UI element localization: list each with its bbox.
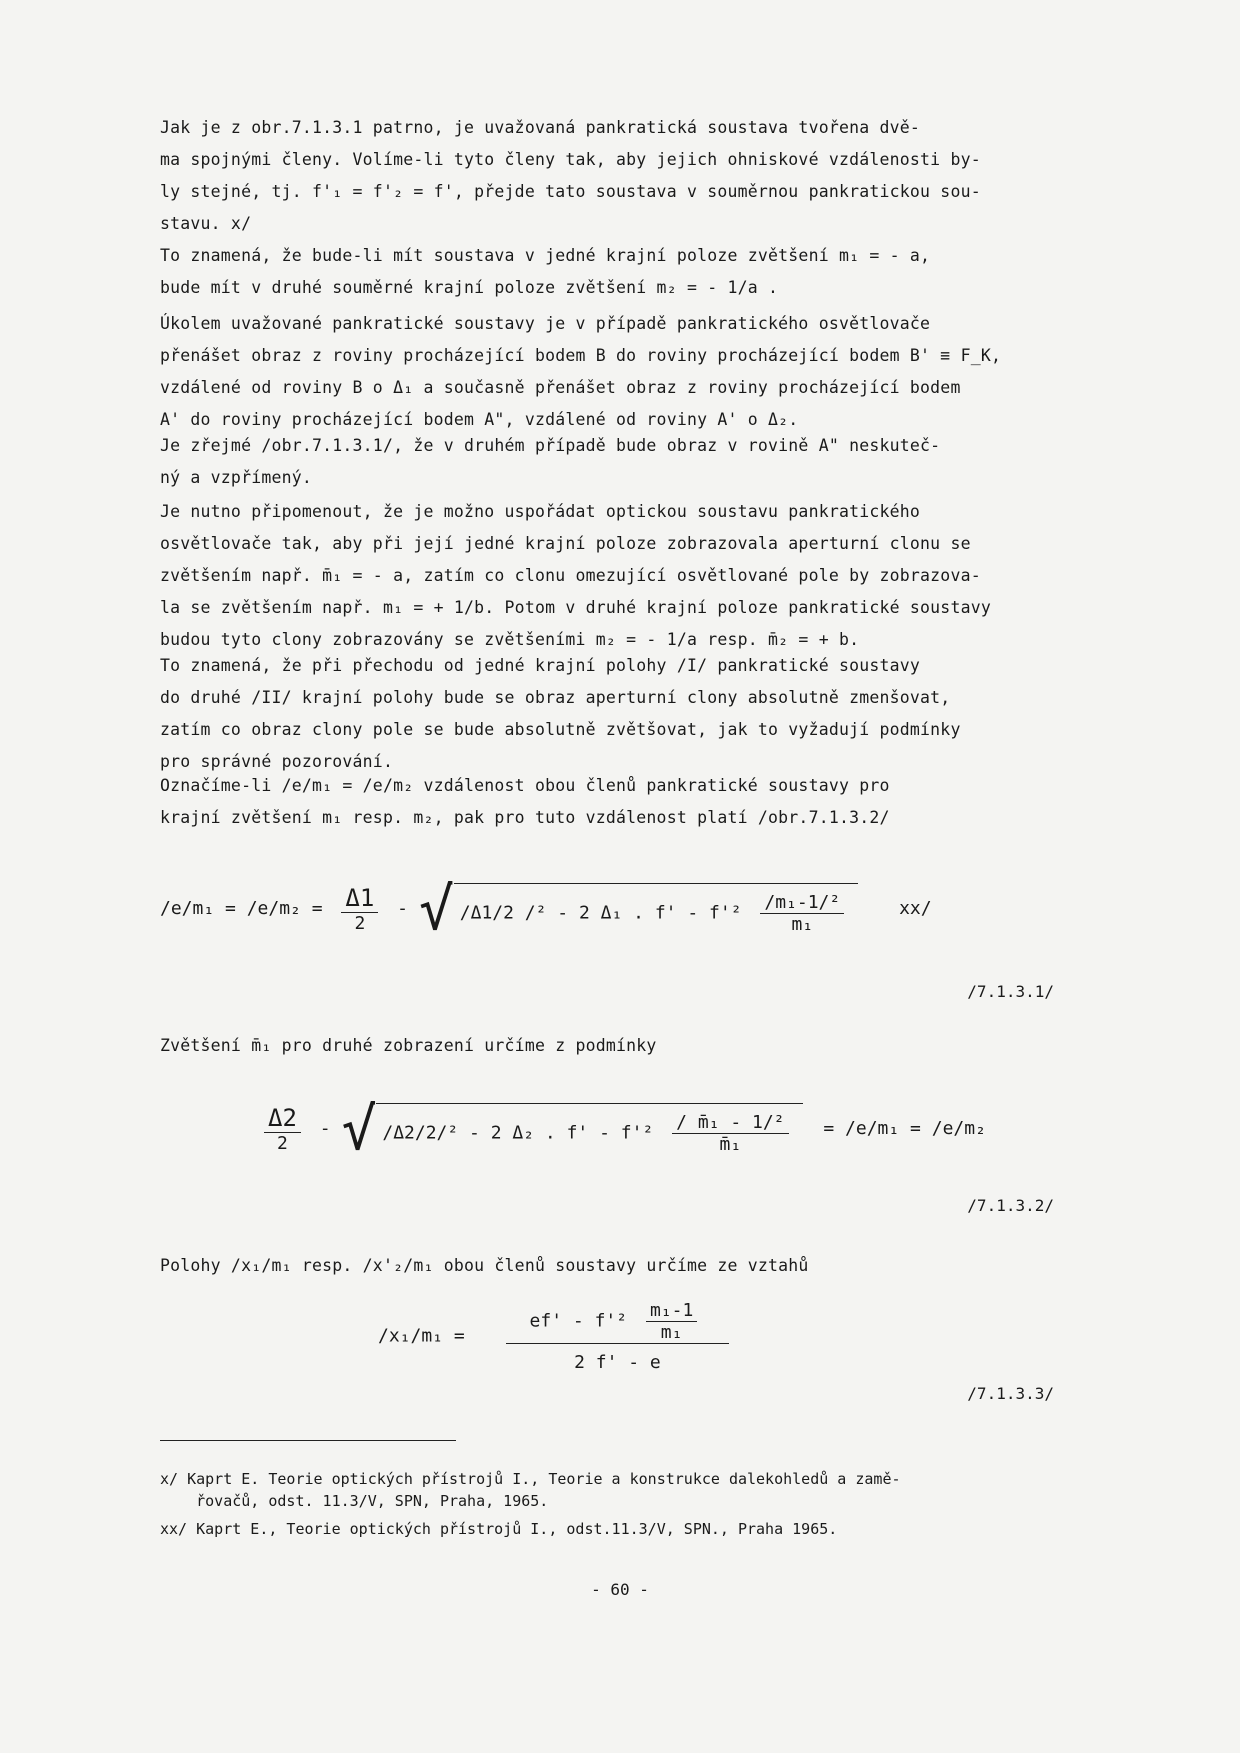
eq2-root-body: /Δ2/2/² - 2 Δ₂ . f' - f'² — [382, 1122, 654, 1144]
paragraph-5: Je nutno připomenout, že je možno uspořádat optickou soustavu pankratického osvětlovače tak, aby při její jedné krajní poloze zobrazovala aperturní clonu se zvětšením např. m̄₁ = - a, zatím co clonu omezující osvětlované pole by zobrazova- la se zvětšením např. m₁ = + 1/b. Potom v druhé krajní poloze pankratické soustavy budou tyto clony zobrazovány se zvětšeními m₂ = - 1/a resp. m̄₂ = + b. — [160, 502, 991, 649]
paragraph-9: Polohy /x₁/m₁ resp. /x'₂/m₁ obou členů soustavy určíme ze vztahů — [160, 1256, 809, 1275]
eq2-number: /7.1.3.2/ — [967, 1196, 1054, 1215]
eq3-inner-fraction — [646, 1300, 697, 1343]
eq1-fraction — [341, 884, 378, 934]
page-number: - 60 - — [591, 1580, 649, 1599]
equation-2: $\frac{\Delta 2}{2}$ - √ /Δ2/2/² - 2 Δ₂ . f' - f'² $\frac{\text{/ m̄₁ - 1/²}}{\text{m̄₁}}$ = /e/m₁ = /e/m₂ — [256, 1100, 986, 1158]
eq1-footnote-tag: xx/ — [899, 898, 932, 919]
eq1-lhs: /e/m₁ = /e/m₂ = — [160, 898, 323, 919]
eq2-rhs: = /e/m₁ = /e/m₂ — [823, 1118, 986, 1139]
eq2-rfrac-num: / m̄₁ - 1/² — [672, 1112, 788, 1134]
paragraph-8: Zvětšení m̄₁ pro druhé zobrazení určíme z podmínky — [160, 1036, 657, 1055]
paragraph-6: To znamená, že při přechodu od jedné krajní polohy /I/ pankratické soustavy do druhé /II/ krajní polohy bude se obraz aperturní clony absolutně zmenšovat, zatím co obraz clony pole se bude absolutně zvětšovat, jak to vyžadují podmínky pro správné pozorování. — [160, 656, 961, 771]
eq1-root-fraction — [760, 892, 844, 935]
eq2-frac-den: 2 — [277, 1133, 288, 1154]
eq1-rfrac-num: /m₁-1/² — [760, 892, 844, 914]
eq3-inner-num: m₁-1 — [646, 1300, 697, 1322]
eq1-frac-num: Δ1 — [341, 884, 378, 913]
eq2-root-fraction — [672, 1112, 788, 1155]
footnote-divider — [160, 1440, 456, 1441]
eq3-denominator: 2 f' - e — [574, 1352, 661, 1373]
paragraph-1: Jak je z obr.7.1.3.1 patrno, je uvažovaná pankratická soustava tvořena dvě- ma spojnými členy. Volíme-li tyto členy tak, aby jejich ohniskové vzdálenosti by- ly stejné, tj. f'₁ = f'₂ = f', přejde tato soustava v souměrnou pankratickou sou- stavu. x/ — [160, 118, 981, 233]
eq3-lhs: /x₁/m₁ = — [378, 1325, 465, 1347]
eq3-fraction — [506, 1300, 730, 1373]
eq1-root-body: /Δ1/2 /² - 2 Δ₁ . f' - f'² — [459, 902, 742, 924]
footnote-1: x/ Kaprt E. Teorie optických přístrojů I., Teorie a konstrukce dalekohledů a zamě- řovačů, odst. 11.3/V, SPN, Praha, 1965. — [160, 1470, 901, 1510]
eq3-number: /7.1.3.3/ — [967, 1384, 1054, 1403]
sqrt-icon: √ — [418, 875, 454, 943]
equation-3 — [378, 1300, 737, 1373]
eq2-fraction — [264, 1104, 301, 1154]
eq1-number: /7.1.3.1/ — [967, 982, 1054, 1001]
eq2-square-root — [341, 1095, 802, 1163]
eq3-num-a: ef' - f'² — [529, 1310, 628, 1332]
footnote-2: xx/ Kaprt E., Teorie optických přístrojů I., odst.11.3/V, SPN., Praha 1965. — [160, 1520, 838, 1538]
eq1-rfrac-den: m₁ — [791, 914, 814, 935]
paragraph-3: Úkolem uvažované pankratické soustavy je v případě pankratického osvětlovače přenášet obraz z roviny procházející bodem B do roviny procházející bodem B' ≡ F_K, vzdálené od roviny B o Δ₁ a současně přenášet obraz z roviny procházející bodem A' do roviny procházející bodem A", vzdálené od roviny A' o Δ₂. — [160, 314, 1002, 429]
eq3-inner-den: m₁ — [660, 1322, 683, 1343]
eq2-frac-num: Δ2 — [264, 1104, 301, 1133]
eq2-rfrac-den: m̄₁ — [719, 1134, 742, 1155]
equation-1: /e/m₁ = /e/m₂ = $\frac{\Delta 1}{2}$ - √ /Δ1/2 /² - 2 Δ₁ . f' - f'² $\frac{\text{/m₁-1/²}}{\text{m₁}}$ xx/ — [160, 875, 932, 943]
paragraph-7: Označíme-li /e/m₁ = /e/m₂ vzdálenost obou členů pankratické soustavy pro krajní zvětšení m₁ resp. m₂, pak pro tuto vzdálenost platí /obr.7.1.3.2/ — [160, 776, 890, 827]
paragraph-4: Je zřejmé /obr.7.1.3.1/, že v druhém případě bude obraz v rovině A" neskuteč- ný a vzpřímený. — [160, 436, 941, 487]
sqrt-icon: √ — [341, 1095, 377, 1163]
eq1-frac-den: 2 — [354, 913, 366, 934]
paragraph-2: To znamená, že bude-li mít soustava v jedné krajní poloze zvětšení m₁ = - a, bude mít v druhé souměrné krajní poloze zvětšení m₂ = - 1/a . — [160, 246, 931, 297]
eq3-numerator — [506, 1300, 730, 1344]
